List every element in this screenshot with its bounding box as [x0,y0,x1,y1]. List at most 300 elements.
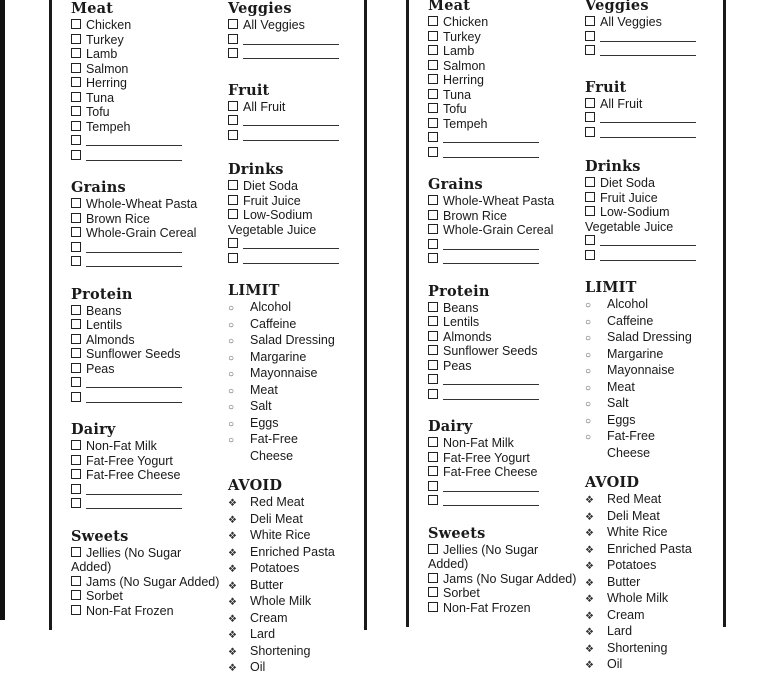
avoid-item [585,542,725,559]
blank-entry-protein[interactable] [428,388,578,403]
write-in-line[interactable] [600,45,696,56]
checkbox-icon[interactable] [428,573,438,583]
blank-entry-grains[interactable] [71,255,221,270]
checklist-item-fruit[interactable] [585,97,725,112]
item-label: Low-Sodium Vegetable Juice [228,208,317,237]
checkbox-icon[interactable] [428,495,438,505]
avoid-item [228,528,368,545]
section-heading-protein: Protein [71,285,133,303]
checklist-item-meat[interactable] [428,117,578,132]
write-in-line[interactable] [600,112,696,123]
checklist-item-protein[interactable] [428,330,578,345]
item-label: Sunflower Seeds [86,347,181,361]
checkbox-icon[interactable] [228,130,238,140]
checkbox-icon[interactable] [585,127,595,137]
write-in-line[interactable] [443,239,539,250]
checklist-item-grains[interactable] [428,209,578,224]
checkbox-icon[interactable] [71,150,81,160]
checkbox-icon[interactable] [71,576,81,586]
blank-entry-veggies[interactable] [585,44,725,59]
checkbox-icon[interactable] [71,213,81,223]
avoid-item [228,512,368,529]
avoid-item [585,657,725,674]
checkbox-icon[interactable] [71,334,81,344]
blank-entry-drinks[interactable] [585,249,725,264]
checklist-item-protein[interactable] [428,359,578,374]
write-in-line[interactable] [600,31,696,42]
checkbox-icon[interactable] [428,587,438,597]
checkbox-icon[interactable] [228,195,238,205]
blank-entry-meat[interactable] [428,146,578,161]
write-in-line[interactable] [86,498,182,509]
checklist-item-drinks[interactable] [228,179,368,194]
item-label: Non-Fat Milk [443,436,514,450]
checkbox-icon[interactable] [71,77,81,87]
avoid-item [228,660,368,677]
blank-entry-meat[interactable] [71,149,221,164]
diamond-bullet-icon: ❖ [585,511,594,523]
limit-item [228,350,368,367]
item-label: Sorbet [443,586,480,600]
avoid-item [585,558,725,575]
checkbox-icon[interactable] [428,466,438,476]
checkbox-icon[interactable] [585,31,595,41]
item-label: All Fruit [600,96,643,111]
limit-item [228,300,368,317]
checkbox-icon[interactable] [71,256,81,266]
blank-entry-fruit[interactable] [228,129,368,144]
checkbox-icon[interactable] [428,437,438,447]
blank-entry-fruit[interactable] [228,114,368,129]
section-heading-protein: Protein [428,282,490,300]
checklist-item-protein[interactable] [71,318,221,333]
avoid-item [585,608,725,625]
checkbox-icon[interactable] [71,135,81,145]
checkbox-icon[interactable] [228,101,238,111]
checkbox-icon[interactable] [228,253,238,263]
checkbox-icon[interactable] [428,239,438,249]
checkbox-icon[interactable] [428,132,438,142]
checkbox-icon[interactable] [585,235,595,245]
item-label: White Rice [250,528,311,542]
checklist-item-veggies[interactable] [585,15,725,30]
checkbox-icon[interactable] [71,227,81,237]
limit-item [585,330,725,347]
checklist-item-protein[interactable] [428,301,578,316]
write-in-line[interactable] [243,238,339,249]
checklist-item-drinks[interactable] [228,208,368,237]
checkbox-icon[interactable] [428,16,438,26]
item-label: Lamb [86,47,118,61]
write-in-line[interactable] [243,130,339,141]
checklist-item-meat[interactable] [71,47,221,62]
checklist-item-meat[interactable] [428,102,578,117]
checkbox-icon[interactable] [428,210,438,220]
blank-entry-grains[interactable] [428,252,578,267]
avoid-item [585,641,725,658]
checkbox-icon[interactable] [228,34,238,44]
item-label: Beans [443,300,479,315]
checkbox-icon[interactable] [71,34,81,44]
checkbox-icon[interactable] [585,250,595,260]
item-label: Fat-Free Yogurt [443,450,530,465]
checklist-item-veggies[interactable] [228,18,368,33]
section-heading-veggies: Veggies [585,0,649,14]
write-in-line[interactable] [600,235,696,246]
checkbox-icon[interactable] [71,319,81,329]
checklist-item-grains[interactable] [428,194,578,209]
circle-bullet-icon: ○ [228,336,235,347]
checkbox-icon[interactable] [585,192,595,202]
item-label: Shortening [607,640,668,655]
item-label: Cream [607,607,645,622]
checklist-item-dairy[interactable] [71,454,221,469]
item-label: Potatoes [607,558,657,572]
checkbox-icon[interactable] [71,363,81,373]
limit-item [585,396,725,413]
checklist-item-sweets[interactable] [71,589,221,604]
item-label: Whole Milk [607,591,669,605]
left-edge-strip [0,0,5,620]
item-label: Lentils [86,318,123,332]
write-in-line[interactable] [86,150,182,161]
checkbox-icon[interactable] [228,19,238,29]
section-heading-drinks: Drinks [585,158,641,175]
write-in-line[interactable] [86,256,182,267]
checkbox-icon[interactable] [428,345,438,355]
checkbox-icon[interactable] [71,92,81,102]
checkbox-icon[interactable] [71,377,81,387]
blank-entry-protein[interactable] [71,376,221,391]
checkbox-icon[interactable] [428,195,438,205]
checkbox-icon[interactable] [428,103,438,113]
checklist-item-sweets[interactable] [428,586,578,601]
item-label: Enriched Pasta [250,544,335,559]
item-label: Jellies (No Sugar Added) [71,545,182,574]
blank-entry-drinks[interactable] [585,234,725,249]
checkbox-icon[interactable] [428,224,438,234]
item-label: Whole-Grain Cereal [86,226,197,240]
checkbox-icon[interactable] [585,177,595,187]
checklist-item-meat[interactable] [71,76,221,91]
checkbox-icon[interactable] [71,440,81,450]
item-label: Salad Dressing [250,333,335,347]
item-label: Fat-Free Yogurt [86,453,173,468]
checkbox-icon[interactable] [71,590,81,600]
checkbox-icon[interactable] [71,469,81,479]
item-label: Chicken [443,15,489,29]
checkbox-icon[interactable] [71,121,81,131]
item-label: Tofu [86,105,110,119]
checklist-item-protein[interactable] [71,304,221,319]
blank-entry-meat[interactable] [428,131,578,146]
limit-item [228,317,368,334]
checklist-item-meat[interactable] [71,105,221,120]
write-in-line[interactable] [443,132,539,143]
item-label: Meat [607,379,635,394]
checklist-item-protein[interactable] [71,347,221,362]
checkbox-icon[interactable] [428,74,438,84]
checklist-item-sweets[interactable] [71,575,221,590]
column-left [71,0,221,618]
checkbox-icon[interactable] [71,455,81,465]
checklist-item-meat[interactable] [428,44,578,59]
circle-bullet-icon: ○ [585,432,592,443]
write-in-line[interactable] [86,242,182,253]
limit-item [585,429,725,446]
item-label: Chicken [86,18,132,32]
limit-item [585,413,725,430]
checklist-item-meat[interactable] [71,91,221,106]
blank-entry-meat[interactable] [71,134,221,149]
checkbox-icon[interactable] [428,147,438,157]
checkbox-icon[interactable] [71,48,81,58]
item-label: Brown Rice [86,211,150,226]
item-label: Cheese [607,445,651,460]
diamond-bullet-icon: ❖ [228,514,237,526]
item-label: Jams (No Sugar Added) [86,574,220,589]
checklist-item-sweets[interactable] [428,572,578,587]
checklist-item-meat[interactable] [428,15,578,30]
blank-entry-veggies[interactable] [228,33,368,48]
write-in-line[interactable] [443,481,539,492]
item-label: Meat [250,382,278,397]
checklist-item-sweets[interactable] [71,604,221,619]
checklist-item-dairy[interactable] [71,439,221,454]
checkbox-icon[interactable] [428,31,438,41]
blank-entry-drinks[interactable] [228,237,368,252]
item-label: Whole Milk [250,594,312,608]
circle-bullet-icon: ○ [228,402,235,413]
checkbox-icon[interactable] [585,45,595,55]
checkbox-icon[interactable] [585,206,595,216]
blank-entry-veggies[interactable] [228,47,368,62]
avoid-item [228,594,368,611]
item-label: Oil [250,660,266,674]
checklist-item-meat[interactable] [428,88,578,103]
limit-item [585,347,725,364]
item-label: Deli Meat [250,511,303,526]
checklist-item-meat[interactable] [71,18,221,33]
write-in-line[interactable] [243,115,339,126]
limit-item [585,314,725,331]
checkbox-icon[interactable] [428,602,438,612]
circle-bullet-icon: ○ [228,385,235,397]
section-heading-sweets: Sweets [71,527,129,545]
checkbox-icon[interactable] [428,544,438,554]
avoid-item [585,492,725,509]
checkbox-icon[interactable] [428,452,438,462]
checklist-item-meat[interactable] [71,120,221,135]
blank-entry-protein[interactable] [71,391,221,406]
checkbox-icon[interactable] [71,605,81,615]
diamond-bullet-icon: ❖ [585,528,594,539]
checklist-item-meat[interactable] [71,33,221,48]
blank-entry-dairy[interactable] [428,494,578,509]
item-label: Whole-Wheat Pasta [443,194,555,208]
write-in-line[interactable] [86,377,182,388]
diamond-bullet-icon: ❖ [228,580,237,592]
checkbox-icon[interactable] [71,392,81,402]
checkbox-icon[interactable] [228,238,238,248]
write-in-line[interactable] [443,495,539,506]
item-label: Lard [607,624,633,638]
blank-entry-veggies[interactable] [585,30,725,45]
diamond-bullet-icon: ❖ [228,630,237,641]
blank-entry-protein[interactable] [428,373,578,388]
item-label: Mayonnaise [607,363,675,377]
checklist-item-sweets[interactable] [71,546,221,575]
checkbox-icon[interactable] [71,305,81,315]
diamond-bullet-icon: ❖ [228,564,237,575]
blank-entry-fruit[interactable] [585,126,725,141]
write-in-line[interactable] [443,389,539,400]
checkbox-icon[interactable] [228,180,238,190]
write-in-line[interactable] [443,253,539,264]
checkbox-icon[interactable] [585,112,595,122]
item-label: Salad Dressing [607,330,692,344]
blank-entry-dairy[interactable] [71,497,221,512]
circle-bullet-icon: ○ [585,300,592,311]
checklist-item-protein[interactable] [428,344,578,359]
checklist-item-grains[interactable] [71,212,221,227]
checkbox-icon[interactable] [71,348,81,358]
checklist-item-meat[interactable] [428,30,578,45]
diamond-bullet-icon: ❖ [585,495,594,506]
blank-entry-drinks[interactable] [228,252,368,267]
checklist-item-dairy[interactable] [428,465,578,480]
item-label: Fat-Free Cheese [86,468,181,482]
item-label: Tuna [443,87,472,102]
checkbox-icon[interactable] [71,547,81,557]
item-label: Mayonnaise [250,366,318,380]
item-label: Oil [607,657,623,671]
checkbox-icon[interactable] [428,389,438,399]
shopping-list-panel-right [406,0,726,671]
avoid-item [228,578,368,595]
checklist-item-sweets[interactable] [428,543,578,572]
checklist-item-dairy[interactable] [71,468,221,483]
diamond-bullet-icon: ❖ [228,498,237,509]
write-in-line[interactable] [443,374,539,385]
blank-entry-grains[interactable] [428,238,578,253]
checklist-item-drinks[interactable] [585,176,725,191]
item-label: Alcohol [250,300,291,314]
checkbox-icon[interactable] [428,45,438,55]
checkbox-icon[interactable] [71,19,81,29]
checkbox-icon[interactable] [71,242,81,252]
checkbox-icon[interactable] [428,374,438,384]
write-in-line[interactable] [600,250,696,261]
item-label: Jams (No Sugar Added) [443,571,577,586]
checkbox-icon[interactable] [228,209,238,219]
item-label: Margarine [607,346,664,361]
write-in-line[interactable] [86,392,182,403]
item-label: Fruit Juice [600,190,658,205]
write-in-line[interactable] [86,135,182,146]
checkbox-icon[interactable] [585,98,595,108]
diamond-bullet-icon: ❖ [585,544,594,556]
column-right [585,0,725,674]
section-heading-fruit: Fruit [585,78,627,96]
checkbox-icon[interactable] [428,481,438,491]
checkbox-icon[interactable] [428,253,438,263]
checkbox-icon[interactable] [428,118,438,128]
item-label: Brown Rice [443,208,507,223]
checklist-item-sweets[interactable] [428,601,578,616]
blank-entry-dairy[interactable] [71,483,221,498]
blank-entry-fruit[interactable] [585,111,725,126]
item-label: Eggs [250,415,279,430]
checkbox-icon[interactable] [428,331,438,341]
item-label: Cream [250,610,288,625]
checklist-item-protein[interactable] [428,315,578,330]
checklist-item-protein[interactable] [71,333,221,348]
checklist-item-meat[interactable] [428,73,578,88]
checkbox-icon[interactable] [428,302,438,312]
write-in-line[interactable] [243,48,339,59]
limit-item [585,446,725,461]
avoid-item [228,545,368,562]
checklist-item-meat[interactable] [71,62,221,77]
section-heading-limit: LIMIT [228,282,280,299]
blank-entry-dairy[interactable] [428,480,578,495]
diamond-bullet-icon: ❖ [585,577,594,589]
checkbox-icon[interactable] [71,198,81,208]
checklist-item-drinks[interactable] [585,205,725,234]
checkbox-icon[interactable] [228,48,238,58]
circle-bullet-icon: ○ [585,333,592,344]
checklist-item-meat[interactable] [428,59,578,74]
checklist-item-grains[interactable] [428,223,578,238]
checkbox-icon[interactable] [428,60,438,70]
checklist-item-drinks[interactable] [228,194,368,209]
checkbox-icon[interactable] [228,115,238,125]
limit-item [228,449,368,464]
item-label: Whole-Grain Cereal [443,223,554,237]
write-in-line[interactable] [243,253,339,264]
write-in-line[interactable] [243,34,339,45]
write-in-line[interactable] [600,127,696,138]
limit-item [228,383,368,400]
checkbox-icon[interactable] [71,63,81,73]
checkbox-icon[interactable] [428,316,438,326]
checkbox-icon[interactable] [71,498,81,508]
checklist-item-fruit[interactable] [228,100,368,115]
item-label: Cheese [250,448,294,463]
blank-entry-grains[interactable] [71,241,221,256]
checklist-item-drinks[interactable] [585,191,725,206]
checklist-item-protein[interactable] [71,362,221,377]
checkbox-icon[interactable] [71,106,81,116]
checklist-item-grains[interactable] [71,197,221,212]
item-label: All Veggies [600,15,662,29]
diamond-bullet-icon: ❖ [228,613,237,625]
checklist-item-dairy[interactable] [428,436,578,451]
item-label: Lard [250,627,276,641]
checklist-item-grains[interactable] [71,226,221,241]
checkbox-icon[interactable] [585,16,595,26]
checkbox-icon[interactable] [428,360,438,370]
checklist-item-dairy[interactable] [428,451,578,466]
checkbox-icon[interactable] [71,484,81,494]
checkbox-icon[interactable] [428,89,438,99]
write-in-line[interactable] [443,147,539,158]
circle-bullet-icon: ○ [585,366,592,377]
section-heading-drinks: Drinks [228,161,284,178]
item-label: Tempeh [86,119,131,134]
write-in-line[interactable] [86,484,182,495]
